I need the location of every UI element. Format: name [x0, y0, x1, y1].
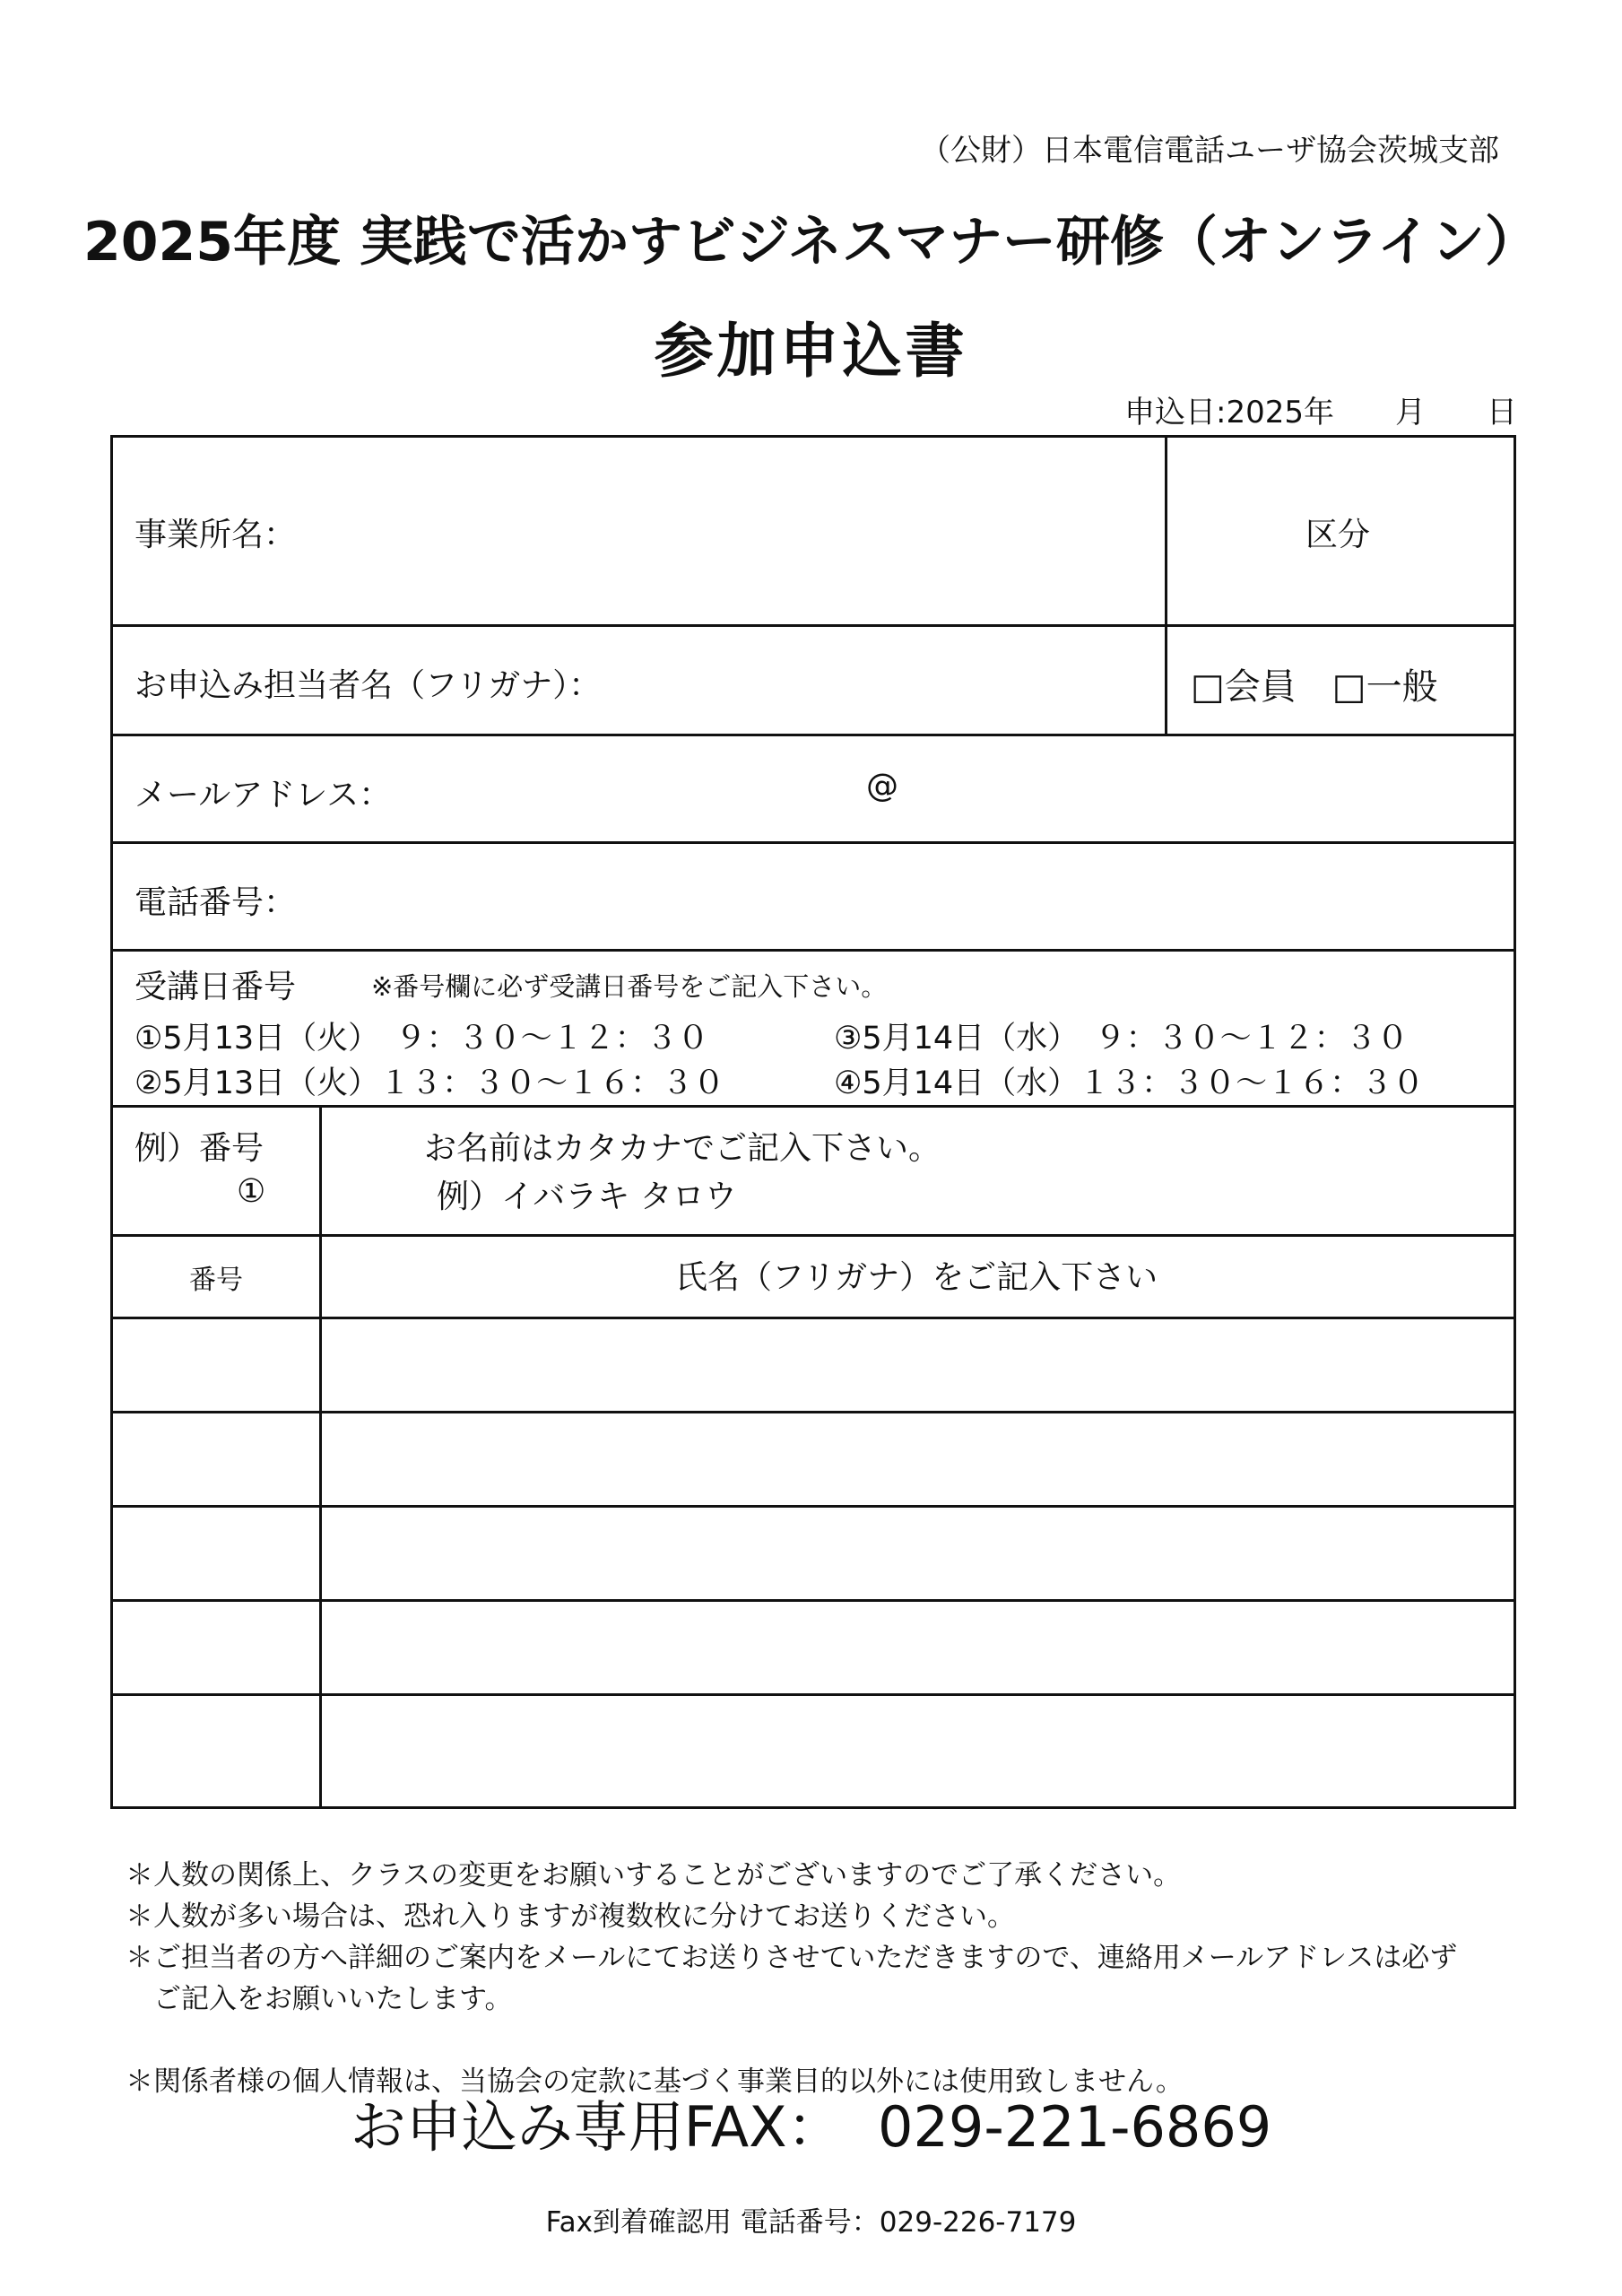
participant-number-field[interactable] — [113, 1602, 319, 1693]
organization-name: （公財）日本電信電話ユーザ協会茨城支部 — [920, 133, 1499, 169]
participant-name-field[interactable] — [322, 1508, 1514, 1599]
participant-number-field[interactable] — [113, 1319, 319, 1411]
row-divider — [113, 624, 1514, 627]
row-divider — [113, 1234, 1514, 1237]
note-item: ＊ご担当者の方へ詳細のご案内をメールにてお送りさせていただきますので、連絡用メールアドレスは必ず — [126, 1942, 1458, 1974]
example-number-value: ① — [237, 1173, 266, 1210]
example-number-label: 例）番号 — [134, 1130, 265, 1167]
row-divider — [113, 734, 1514, 736]
business-name-label: 事業所名： — [134, 517, 297, 553]
row-divider — [113, 949, 1514, 952]
business-name-field[interactable] — [346, 465, 1144, 608]
fax-number: お申込み専用FAX： 029-221-6869 — [350, 2094, 1272, 2160]
category-column-divider — [1165, 438, 1167, 734]
application-form — [110, 435, 1516, 1809]
participant-name-field[interactable] — [322, 1413, 1514, 1505]
row-divider — [113, 841, 1514, 844]
example-name: 例）イバラキ タロウ — [437, 1178, 737, 1215]
email-label: メールアドレス： — [134, 777, 392, 813]
membership-checkboxes[interactable]: □会員 □一般 — [1191, 666, 1438, 708]
note-item: ＊関係者様の個人情報は、当協会の定款に基づく事業目的以外には使用致しません。 — [126, 2066, 1184, 2098]
email-field[interactable] — [400, 743, 1503, 832]
application-date[interactable]: 申込日:2025年 月 日 — [1124, 395, 1517, 430]
name-column-header: 氏名（フリガナ）をご記入下さい — [674, 1259, 1158, 1296]
page-subtitle: 参加申込書 — [654, 317, 968, 386]
session-option: ③5月14日（水） ９：３０～１２：３０ — [834, 1021, 1409, 1057]
phone-label: 電話番号： — [134, 884, 297, 921]
example-instruction: お名前はカタカナでご記入下さい。 — [424, 1130, 941, 1167]
contact-name-label: お申込み担当者名（フリガナ）： — [134, 667, 602, 704]
email-at-sign: @ — [866, 768, 898, 804]
note-item: ご記入をお願いいたします。 — [126, 1983, 513, 2015]
course-date-label: 受講日番号 — [134, 969, 297, 1005]
participant-name-field[interactable] — [322, 1696, 1514, 1806]
note-item: ＊人数の関係上、クラスの変更をお願いすることがございますのでご了承ください。 — [126, 1859, 1182, 1892]
participant-name-field[interactable] — [322, 1319, 1514, 1411]
participant-number-field[interactable] — [113, 1413, 319, 1505]
number-column-header: 番号 — [189, 1265, 243, 1296]
contact-name-field[interactable] — [651, 635, 1144, 725]
session-option: ④5月14日（水）１３：３０～１６：３０ — [834, 1065, 1425, 1101]
notes — [126, 1855, 1457, 2102]
participant-number-field[interactable] — [113, 1696, 319, 1806]
note-item: ＊人数が多い場合は、恐れ入りますが複数枚に分けてお送りください。 — [126, 1900, 1015, 1933]
participant-name-field[interactable] — [322, 1602, 1514, 1693]
participant-number-field[interactable] — [113, 1508, 319, 1599]
session-option: ②5月13日（火）１３：３０～１６：３０ — [134, 1065, 725, 1101]
fax-confirm-phone: Fax到着確認用 電話番号：029-226-7179 — [545, 2206, 1077, 2239]
row-divider — [113, 1105, 1514, 1108]
phone-field[interactable] — [328, 850, 1503, 940]
course-date-note: ※番号欄に必ず受講日番号をご記入下さい。 — [371, 971, 888, 1002]
session-option: ①5月13日（火） ９：３０～１２：３０ — [134, 1021, 709, 1057]
category-label: 区分 — [1305, 517, 1371, 553]
page-title: 2025年度 実践で活かすビジネスマナー研修（オンライン） — [82, 211, 1540, 274]
